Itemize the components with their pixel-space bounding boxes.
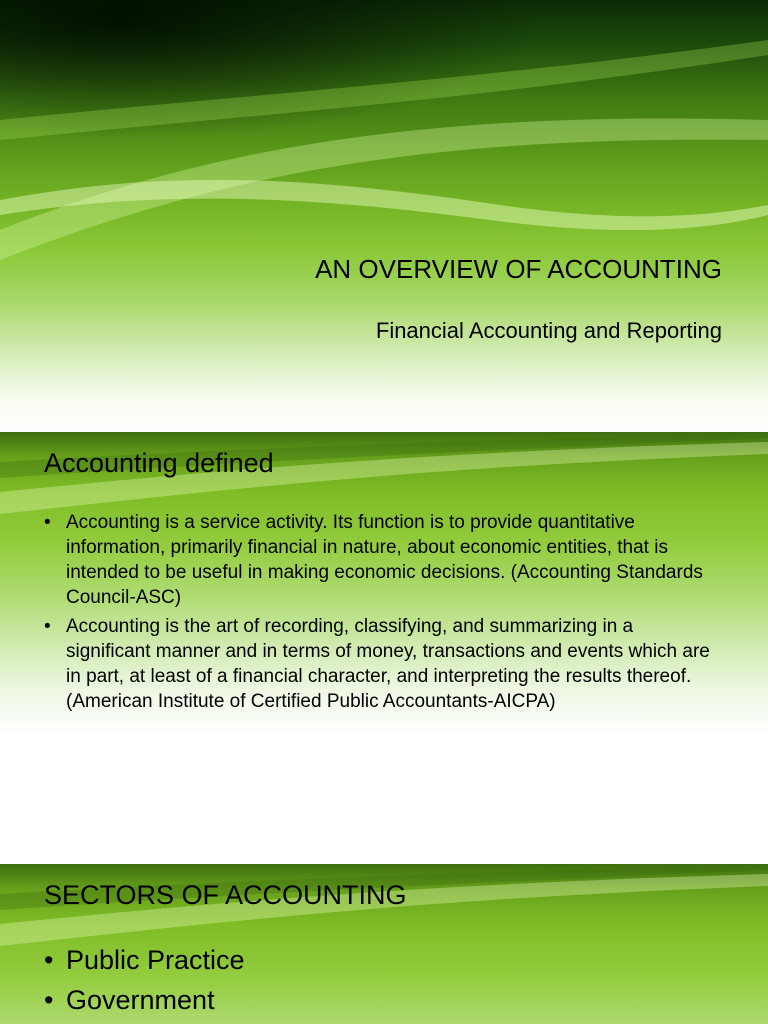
definition-slide bbox=[0, 432, 768, 864]
list-item bbox=[44, 940, 245, 980]
bullet-list bbox=[44, 940, 245, 1020]
bullet-icon: • bbox=[44, 616, 51, 637]
background-swoosh bbox=[0, 0, 768, 432]
bullet-text: Accounting is a service activity. Its function is to provide quantitative information, primarily financial in nature, about economic entities, that is intended to be useful in making economic decisions. (Accounting Standards Council-ASC) bbox=[66, 512, 703, 608]
slide-subtitle: Financial Accounting and Reporting bbox=[375, 318, 722, 343]
bullet-icon: • bbox=[44, 512, 51, 533]
slide-title: AN OVERVIEW OF ACCOUNTING bbox=[315, 254, 722, 284]
title-slide bbox=[0, 0, 768, 432]
bullet-text: Public Practice bbox=[66, 945, 245, 975]
slide-heading: Accounting defined bbox=[44, 448, 274, 478]
list-item bbox=[44, 510, 714, 610]
bullet-icon: • bbox=[44, 945, 54, 975]
list-item bbox=[44, 980, 245, 1020]
list-item bbox=[44, 614, 714, 714]
bullet-text: Government bbox=[66, 985, 215, 1015]
bullet-icon: • bbox=[44, 985, 54, 1015]
bullet-list bbox=[44, 510, 714, 718]
slide-heading: SECTORS OF ACCOUNTING bbox=[44, 880, 407, 910]
bullet-text: Accounting is the art of recording, classifying, and summarizing in a significant manner and in terms of money, transactions and events which are in part, at least of a financial character, and interpreting the results thereof. (American Institute of Certified Public Accountants-AICPA) bbox=[66, 616, 710, 712]
sectors-slide bbox=[0, 864, 768, 1024]
